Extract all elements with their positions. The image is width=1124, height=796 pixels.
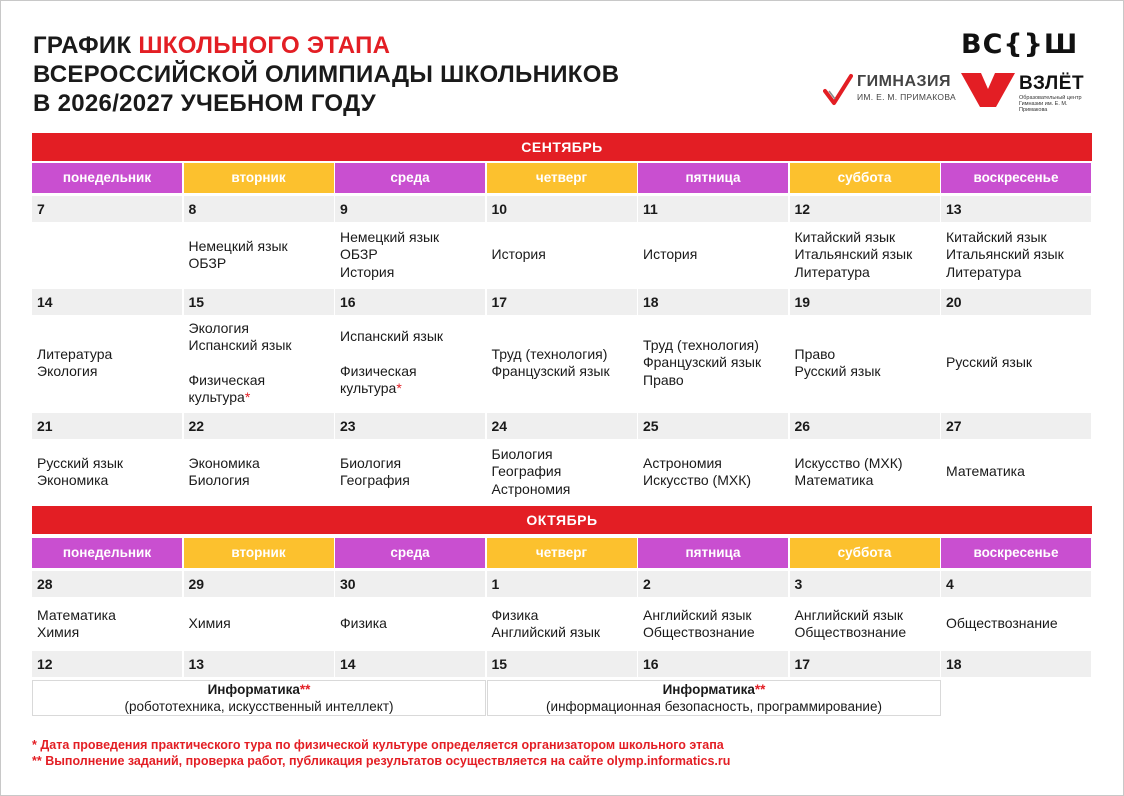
day-number: 17 [487,289,637,315]
footnote-1: * Дата проведения практического тура по физической культуре определяется организатором школьного этапа [32,738,724,752]
day-number: 16 [638,651,788,677]
subject-text: Русский язык [794,363,881,379]
day-number: 13 [941,196,1091,222]
vsosh-logo: ВС{}Ш [961,29,1079,60]
subject [340,363,485,381]
day-number: 11 [638,196,788,222]
subject [340,264,485,282]
day-number: 20 [941,289,1091,315]
day-number: 18 [941,651,1091,677]
inf-title-line [33,681,485,698]
day-subjects [638,223,788,287]
day-subjects [487,439,637,505]
subject-text: История [340,263,395,280]
day-subjects [487,598,637,650]
day-subjects [32,598,182,650]
subject [795,624,940,642]
subject-text: Биология [188,472,250,488]
subject [795,455,940,473]
day-number: 15 [184,289,334,315]
day-subjects [184,223,334,287]
subject [189,389,334,407]
day-number: 28 [32,571,182,597]
subject-text: География [340,472,410,488]
day-subjects [638,439,788,505]
subject-text: История [491,246,546,263]
day-number: 24 [487,413,637,439]
subject-text: культура [188,389,245,405]
day-number: 30 [335,571,485,597]
subject [643,624,788,642]
subject-text: Экология [37,363,98,379]
subject-text: Астрономия [491,480,571,497]
subject-text: Английский язык [643,606,752,623]
subject-text: Русский язык [946,354,1033,371]
subject [492,246,637,264]
weekday-header: пятница [638,538,788,568]
subject-text: Французский язык [643,354,762,371]
subject-text: Математика [946,463,1025,480]
day-subjects [184,315,334,411]
footnote-star: ** [299,682,311,697]
day-number: 4 [941,571,1091,597]
subject-text: Английский язык [794,606,904,623]
vzlet-v-icon [961,73,1015,107]
subject-text: Итальянский язык [946,246,1064,263]
subject [492,446,637,464]
subject [189,615,334,633]
day-number: 13 [184,651,334,677]
day-number: 12 [790,196,940,222]
title-line2: ВСЕРОССИЙСКОЙ ОЛИМПИАДЫ ШКОЛЬНИКОВ [33,61,620,88]
day-number: 14 [32,289,182,315]
subject [795,607,940,625]
subject [340,380,485,398]
subject [492,481,637,499]
subject [946,615,1091,633]
subject [189,472,334,490]
subject-text: ОБЗР [188,255,227,271]
subject-text: Обществознание [946,615,1058,632]
subject [340,328,485,346]
weekday-header: вторник [184,163,334,193]
subject-text: География [491,463,562,480]
subject [37,472,182,490]
inf-subtitle: (робототехника, искусственный интеллект) [124,699,394,714]
subject [37,607,182,625]
day-subjects [638,315,788,411]
day-subjects [790,598,940,650]
subject-text: Английский язык [491,624,601,640]
subject-text: Физическая [188,371,266,388]
subject [492,607,637,625]
subject [189,255,334,273]
subject-text: Литература [37,345,113,362]
day-number: 19 [790,289,940,315]
day-subjects [184,598,334,650]
weekday-header: четверг [487,538,637,568]
subject [643,337,788,355]
gymnasium-name: ГИМНАЗИЯ [857,73,952,90]
subject-text: Итальянский язык [794,246,913,263]
subject [492,463,637,481]
subject-text: История [643,246,698,263]
informatics-block-left [32,680,486,716]
subject [946,354,1091,372]
day-subjects [184,439,334,505]
day-subjects [32,315,182,411]
day-number: 7 [32,196,182,222]
day-subjects [941,315,1091,411]
weekday-header: суббота [790,538,940,568]
subject-text: Физическая [340,362,417,379]
subject [492,363,637,381]
subject-text: Экономика [37,472,109,488]
subject-text: Экономика [188,454,260,471]
subject [37,455,182,473]
day-number: 22 [184,413,334,439]
subject-text: Математика [37,606,116,623]
day-number: 10 [487,196,637,222]
day-subjects [487,223,637,287]
subject-text: Право [643,371,684,388]
weekday-header: суббота [790,163,940,193]
day-number: 18 [638,289,788,315]
day-subjects [941,223,1091,287]
vzlet-name: ВЗЛЁТ [1019,73,1085,94]
day-number: 21 [32,413,182,439]
subject-text: Испанский язык [340,328,444,345]
day-subjects [335,598,485,650]
subject-text: Биология [340,454,402,471]
subject-text: Литература [794,263,870,280]
spacer [189,355,334,372]
subject-text: Искусство (МХК) [794,454,903,471]
footnote-star: * [396,380,402,397]
day-subjects [941,439,1091,505]
weekday-header: четверг [487,163,637,193]
informatics-block-right [487,680,941,716]
subject [492,346,637,364]
subject-text: ОБЗР [340,246,378,263]
day-subjects [487,315,637,411]
subject [189,337,334,355]
day-subjects [32,223,182,287]
inf-title-line [488,681,940,698]
subject [189,455,334,473]
page-title [33,31,619,118]
subject [643,246,788,264]
subject [340,246,485,264]
day-number: 15 [487,651,637,677]
subject-text: Химия [37,624,80,640]
weekday-header: понедельник [32,163,182,193]
subject-text: Литература [946,263,1022,280]
weekday-header: среда [335,163,485,193]
day-number: 29 [184,571,334,597]
subject-text: Математика [794,472,874,488]
footnote-2: ** Выполнение заданий, проверка работ, публикация результатов осуществляется на сайте olymp.informatics.ru [32,754,731,768]
subject-text: Испанский язык [188,337,292,353]
subject-text: Искусство (МХК) [643,472,752,488]
day-subjects [335,439,485,505]
subject-text: Физика [340,615,387,632]
subject [946,463,1091,481]
subject [340,615,485,633]
subject [37,624,182,642]
subject [795,246,940,264]
day-subjects [941,598,1091,650]
subject [37,363,182,381]
subject [946,246,1091,264]
title-line1-accent: ШКОЛЬНОГО ЭТАПА [138,32,391,59]
inf-title: Информатика [207,682,300,697]
vzlet-logo [961,73,1093,113]
subject [340,229,485,247]
subject-text: Китайский язык [794,228,896,245]
subject [492,624,637,642]
subject-text: Химия [188,615,231,632]
title-line1-prefix: ГРАФИК [33,32,139,59]
day-number: 25 [638,413,788,439]
inf-title: Информатика [662,682,755,697]
subject [643,455,788,473]
title-line3: В 2026/2027 УЧЕБНОМ ГОДУ [33,90,376,117]
day-subjects [638,598,788,650]
day-number: 8 [184,196,334,222]
subject-text: Немецкий язык [340,228,440,245]
day-number: 14 [335,651,485,677]
gymnasium-logo [823,73,956,107]
day-number: 1 [487,571,637,597]
subject [643,472,788,490]
subject-text: Французский язык [491,363,610,379]
weekday-header: понедельник [32,538,182,568]
inf-subtitle: (информационная безопасность, программирование) [546,699,882,714]
day-number: 17 [790,651,940,677]
subject [946,264,1091,282]
subject-text: Обществознание [643,624,755,640]
subject-text: Физика [491,606,539,623]
subject [189,238,334,256]
subject-text: Биология [491,445,553,462]
day-number: 27 [941,413,1091,439]
weekday-header: воскресенье [941,163,1091,193]
day-number: 9 [335,196,485,222]
subject [795,229,940,247]
subject [643,607,788,625]
subject [643,372,788,390]
month-october: ОКТЯБРЬ [32,506,1092,534]
subject-text: Китайский язык [946,228,1047,245]
weekday-header: воскресенье [941,538,1091,568]
subject-text: Обществознание [794,624,907,640]
weekday-header: среда [335,538,485,568]
day-subjects [32,439,182,505]
day-number: 26 [790,413,940,439]
subject-text: Немецкий язык [188,237,288,254]
day-number: 23 [335,413,485,439]
footnotes [32,737,730,769]
subject [795,363,940,381]
day-subjects [790,315,940,411]
subject [946,229,1091,247]
day-subjects [790,223,940,287]
day-number: 12 [32,651,182,677]
gymnasium-sub: ИМ. Е. М. ПРИМАКОВА [857,92,956,102]
subject-text: Астрономия [643,454,722,471]
footnote-star: ** [754,682,766,697]
subject-text: Труд (технология) [643,336,759,353]
subject-text: Право [794,345,836,362]
subject [795,472,940,490]
subject-text: культура [340,380,397,397]
month-september: СЕНТЯБРЬ [32,133,1092,161]
day-subjects [790,439,940,505]
day-subjects [335,223,485,287]
subject [340,472,485,490]
subject-text: Русский язык [37,454,124,471]
day-subjects [335,315,485,411]
day-number: 3 [790,571,940,597]
weekday-header: вторник [184,538,334,568]
spacer [340,346,485,363]
gymnasium-check-icon [823,73,853,107]
subject-text: Экология [188,319,249,336]
vzlet-sub: Образовательный центр Гимназии им. Е. М. Примакова [1019,95,1082,113]
subject [37,346,182,364]
weekday-header: пятница [638,163,788,193]
day-number: 16 [335,289,485,315]
subject [340,455,485,473]
subject [643,354,788,372]
subject [795,264,940,282]
subject [795,346,940,364]
subject [189,320,334,338]
subject [189,372,334,390]
subject-text: Труд (технология) [491,345,608,362]
footnote-star: * [244,389,251,405]
day-number: 2 [638,571,788,597]
